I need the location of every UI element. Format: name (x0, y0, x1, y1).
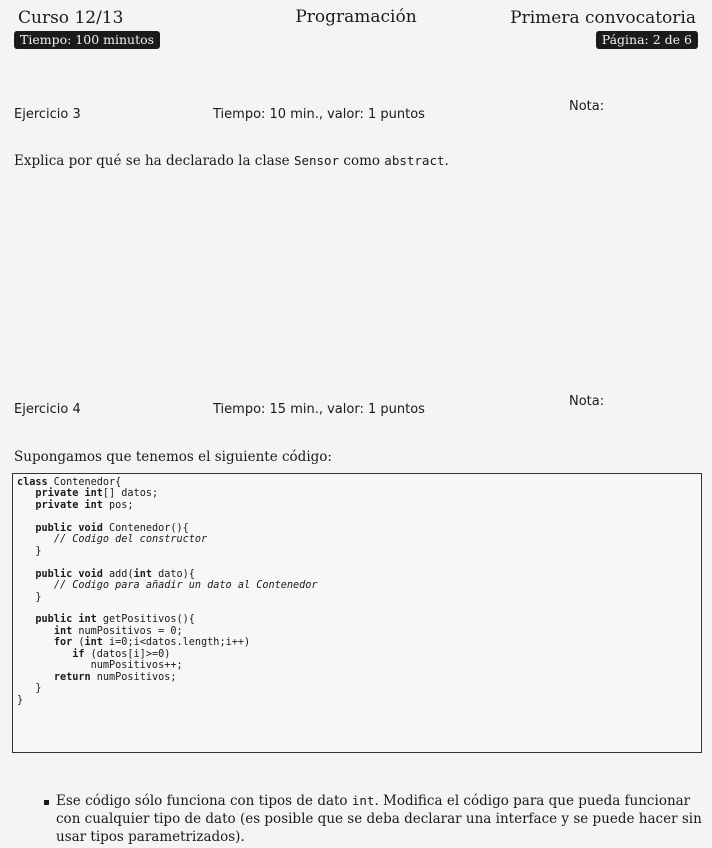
type-int-code: int (351, 793, 375, 808)
code-line: int numPositivos = 0; (53, 625, 183, 637)
code-line: // Codigo para añadir un dato al Contenedor (53, 580, 318, 592)
task-text-pre: Ese código sólo funciona con tipos de dato (56, 793, 352, 809)
code-line: private int[] datos; (35, 488, 159, 500)
exercise3-meta: Tiempo: 10 min., valor: 1 puntos (213, 107, 425, 122)
exercise3-question (14, 153, 449, 169)
course-label: Curso 12/13 (18, 8, 124, 28)
bullet-marker (44, 800, 49, 805)
call-label: Primera convocatoria (510, 8, 696, 28)
code-block (13, 474, 701, 706)
code-line: private int pos; (35, 499, 134, 511)
exercise4-intro: Supongamos que tenemos el siguiente código: (14, 449, 332, 465)
question-text-end: . (444, 153, 449, 169)
code-line: // Codigo del constructor (53, 534, 208, 546)
code-line: return numPositivos; (53, 671, 177, 683)
exercise4-label: Ejercicio 4 (14, 402, 81, 417)
page-badge: Página: 2 de 6 (596, 31, 698, 49)
code-listing (12, 473, 702, 753)
time-badge: Tiempo: 100 minutos (14, 31, 160, 49)
code-line: public int getPositivos(){ (35, 614, 195, 626)
exercise4-task (56, 792, 706, 846)
question-text-pre: Explica por qué se ha declarado la clase (14, 153, 294, 169)
code-line: } (17, 683, 42, 695)
code-line: class Contenedor{ (17, 477, 122, 488)
code-line: numPositivos++; (17, 660, 183, 672)
exercise3-label: Ejercicio 3 (14, 107, 81, 122)
exercise4-meta: Tiempo: 15 min., valor: 1 puntos (213, 402, 425, 417)
code-line: } (17, 591, 42, 603)
keyword-code: abstract (384, 153, 445, 168)
task-text-post: . Modifica el código para que pueda funcionar con cualquier tipo de dato (es posible que se deba declarar una interface y se puede hacer sin usar tipos parametrizados). (56, 793, 702, 845)
code-line: } (17, 694, 24, 706)
class-name-code: Sensor (293, 153, 340, 168)
exercise4-nota: Nota: (569, 394, 605, 409)
subject-title: Programación (295, 7, 417, 27)
code-line: public void add(int dato){ (35, 568, 195, 580)
code-line: if (datos[i]>=0) (72, 648, 171, 660)
code-line: public void Contenedor(){ (35, 522, 189, 534)
code-line: for (int i=0;i<datos.length;i++) (53, 637, 251, 649)
code-line: } (17, 545, 42, 557)
exercise3-nota: Nota: (569, 99, 605, 114)
question-text-mid: como (339, 153, 385, 169)
